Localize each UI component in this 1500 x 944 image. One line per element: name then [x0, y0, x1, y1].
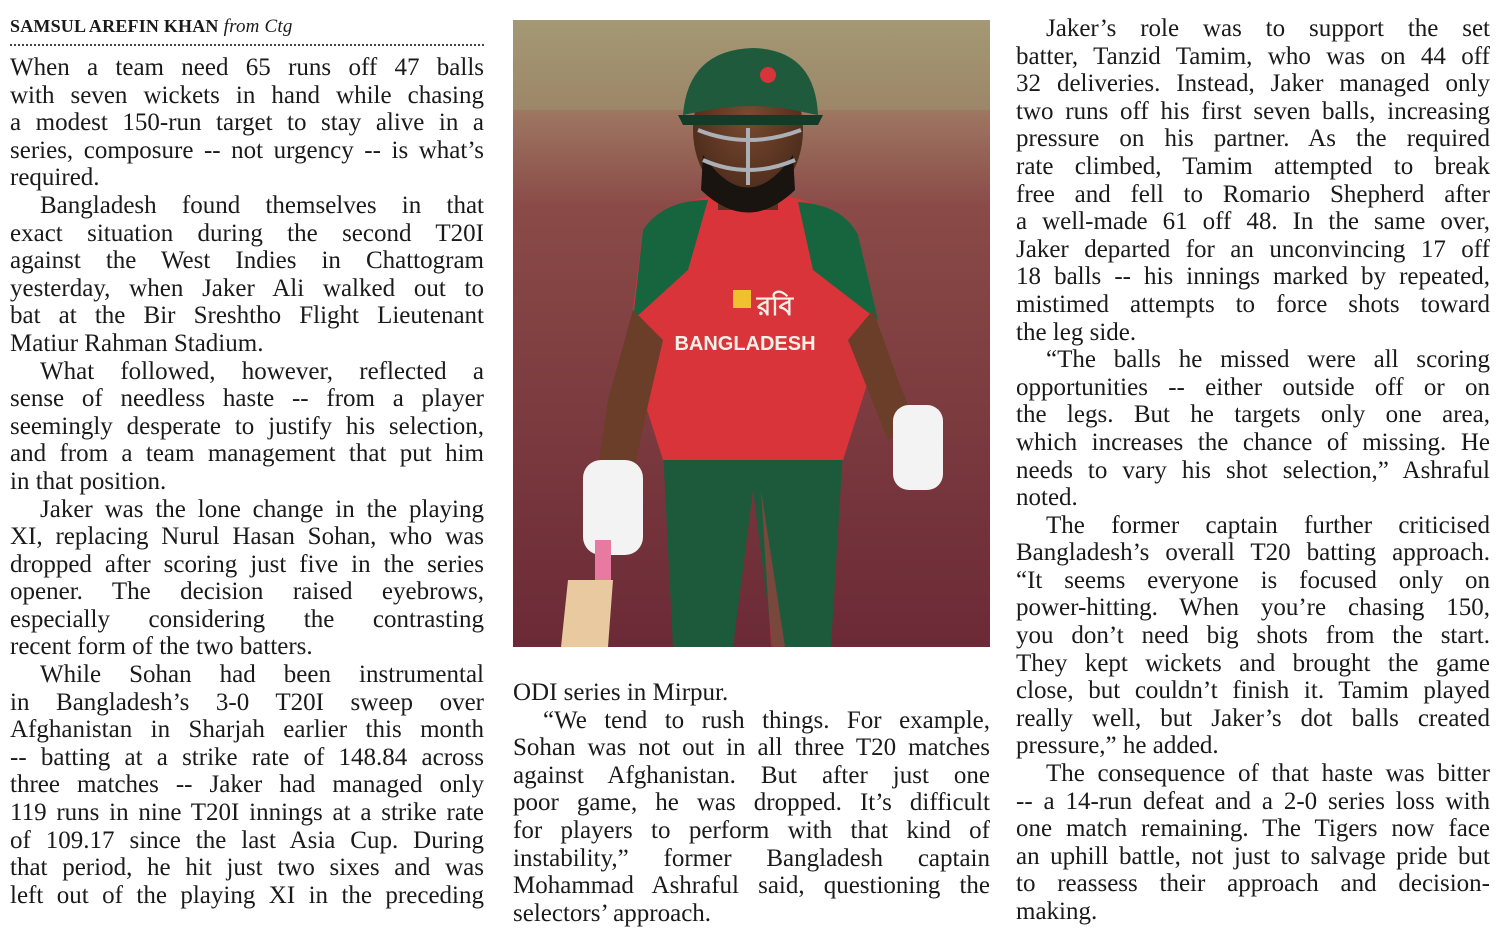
article-line: an uphill battle, not just to salvage pride but: [1016, 842, 1490, 870]
article-line: pressure on his partner. As the required: [1016, 125, 1490, 153]
article-line: Jaker departed for an unconvincing 17 off: [1016, 235, 1490, 263]
article-line: 18 balls -- his innings marked by repeated,: [1016, 263, 1490, 291]
article-line: one match remaining. The Tigers now face: [1016, 815, 1490, 843]
article-line: really well, but Jaker’s dot balls created: [1016, 704, 1490, 732]
article-line: you don’t need big shots from the start.: [1016, 622, 1490, 650]
article-line: free and fell to Romario Shepherd after: [1016, 180, 1490, 208]
article-line: -- a 14-run defeat and a 2-0 series loss with: [1016, 787, 1490, 815]
article-line: dropped after scoring just five in the series: [10, 550, 484, 578]
article-line: left out of the playing XI in the preceding: [10, 881, 484, 909]
cricketer-photo-illustration: [513, 20, 990, 647]
article-line: While Sohan had been instrumental: [40, 661, 484, 689]
article-line: Mohammad Ashraful said, questioning the: [513, 872, 990, 900]
column-2-text: [513, 679, 990, 927]
article-line: especially considering the contrasting: [10, 605, 484, 633]
article-line: a well-made 61 off 48. In the same over,: [1016, 208, 1490, 236]
article-line: recent form of the two batters.: [10, 633, 313, 661]
article-line: When a team need 65 runs off 47 balls: [10, 54, 484, 81]
article-line: Sohan was not out in all three T20 matches: [513, 734, 990, 762]
article-line: instability,” former Bangladesh captain: [513, 844, 990, 872]
article-line: What followed, however, reflected a: [40, 357, 484, 385]
article-line: needs to vary his shot selection,” Ashraful: [1016, 456, 1490, 484]
article-line: ODI series in Mirpur.: [513, 679, 729, 706]
article-line: rate climbed, Tamim attempted to break: [1016, 152, 1490, 180]
byline-rule: [10, 44, 484, 46]
article-line: to reassess their approach and decision-: [1016, 870, 1490, 898]
column-3-text: [1016, 15, 1490, 926]
article-line: seemingly desperate to justify his selection,: [10, 412, 484, 440]
article-line: exact situation during the second T20I: [10, 219, 484, 247]
article-line: -- batting at a strike rate of 148.84 across: [10, 743, 484, 771]
article-line: They kept wickets and brought the game: [1016, 649, 1490, 677]
article-line: for players to perform with that kind of: [513, 816, 990, 844]
article-line: batter, Tanzid Tamim, who was on 44 off: [1016, 42, 1490, 70]
article-line: selectors’ approach.: [513, 899, 712, 927]
article-line: Matiur Rahman Stadium.: [10, 329, 264, 357]
article-line: Bangladesh found themselves in that: [40, 191, 484, 219]
article-line: yesterday, when Jaker Ali walked out to: [10, 274, 484, 302]
article-line: series, composure -- not urgency -- is what’s: [10, 136, 484, 164]
article-line: against Afghanistan. But after just one: [513, 761, 990, 789]
column-1-text: [10, 54, 484, 909]
article-line: “It seems everyone is focused only on: [1016, 566, 1490, 594]
article-line: bat at the Bir Sreshtho Flight Lieutenant: [10, 302, 484, 330]
article-line: making.: [1016, 898, 1098, 925]
article-line: opener. The decision raised eyebrows,: [10, 578, 484, 606]
article-line: which increases the chance of missing. He: [1016, 428, 1490, 456]
article-line: that period, he hit just two sixes and was: [10, 854, 484, 882]
article-line: “The balls he missed were all scoring: [1046, 346, 1490, 374]
jersey-sponsor-text: রবি: [756, 292, 794, 322]
article-line: a modest 150-run target to stay alive in a: [10, 109, 484, 137]
article-line: The consequence of that haste was bitter: [1046, 760, 1490, 788]
article-line: Afghanistan in Sharjah earlier this month: [10, 716, 484, 744]
article-line: Bangladesh’s overall T20 batting approach.: [1016, 539, 1490, 567]
article-line: against the West Indies in Chattogram: [10, 247, 484, 275]
article-line: opportunities -- either outside off or on: [1016, 373, 1490, 401]
article-line: pressure,” he added.: [1016, 732, 1219, 760]
article-line: noted.: [1016, 484, 1078, 512]
jersey-text: BANGLADESH: [674, 333, 816, 355]
article-line: Jaker was the lone change in the playing: [40, 495, 484, 523]
article-line: the leg side.: [1016, 318, 1137, 346]
article-line: 119 runs in nine T20I innings at a strike rate: [10, 799, 484, 827]
article-line: two runs off his first seven balls, increasing: [1016, 97, 1490, 125]
byline: [10, 0, 484, 40]
article-line: the legs. But he targets only one area,: [1016, 401, 1490, 429]
article-line: The former captain further criticised: [1046, 511, 1490, 539]
article-photo: [513, 20, 990, 647]
article-line: with seven wickets in hand while chasing: [10, 81, 484, 109]
article-line: and from a team management that put him: [10, 440, 484, 468]
column-1: [10, 0, 484, 909]
article-line: 32 deliveries. Instead, Jaker managed only: [1016, 70, 1490, 98]
article-line: Jaker’s role was to support the set: [1046, 15, 1490, 42]
article-line: required.: [10, 164, 100, 192]
article-line: “We tend to rush things. For example,: [543, 706, 990, 734]
article-line: poor game, he was dropped. It’s difficult: [513, 789, 990, 817]
author-name: SAMSUL AREFIN KHAN: [10, 16, 219, 36]
sponsor-logo-mark: [733, 290, 751, 308]
dateline: from Ctg: [223, 16, 293, 37]
article-line: three matches -- Jaker had managed only: [10, 771, 484, 799]
article-line: close, but couldn’t finish it. Tamim played: [1016, 677, 1490, 705]
article-line: mistimed attempts to force shots toward: [1016, 290, 1490, 318]
article-line: of 109.17 since the last Asia Cup. During: [10, 826, 484, 854]
article-line: in that position.: [10, 467, 167, 495]
article-line: power-hitting. When you’re chasing 150,: [1016, 594, 1490, 622]
article-line: sense of needless haste -- from a player: [10, 385, 484, 413]
article-line: in Bangladesh’s 3-0 T20I sweep over: [10, 688, 484, 716]
article-line: XI, replacing Nurul Hasan Sohan, who was: [10, 523, 484, 551]
